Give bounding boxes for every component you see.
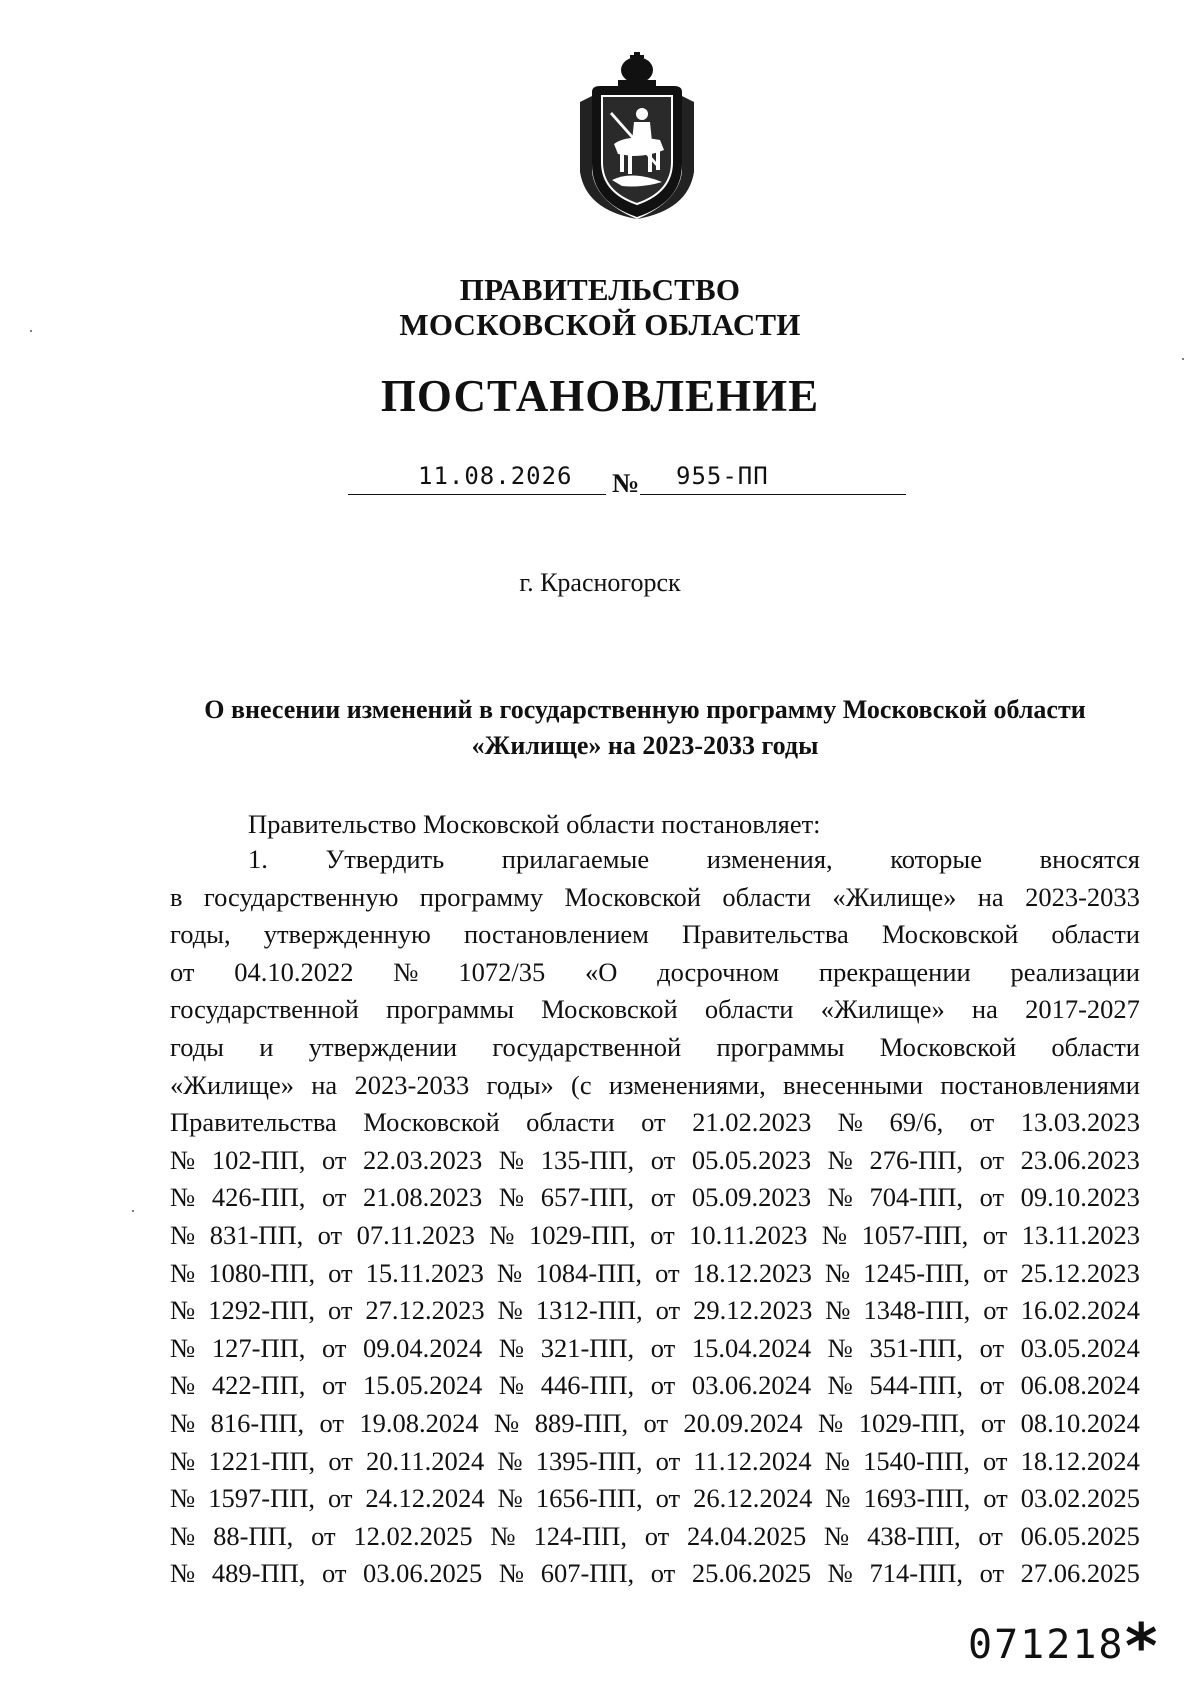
body-word: № (825, 1483, 851, 1514)
body-word: № (170, 1144, 196, 1175)
document-serial-number: 071218 (968, 1622, 1125, 1668)
body-line (170, 1480, 1140, 1518)
body-word: Правительства (682, 919, 849, 950)
body-word: на (971, 994, 998, 1025)
body-word: от (170, 956, 195, 987)
body-word: 1080-ПП, (208, 1257, 316, 1288)
body-line (170, 1292, 1140, 1330)
body-word: программы (386, 994, 515, 1025)
body-word: 25.12.2023 (1020, 1257, 1140, 1288)
body-word: 23.06.2023 (1020, 1144, 1140, 1175)
body-word: 1029-ПП, (529, 1219, 636, 1250)
body-word: № (170, 1483, 196, 1514)
body-word: 20.11.2024 (365, 1445, 485, 1476)
body-word: от (980, 1407, 1006, 1438)
city: г. Красногорск (519, 568, 681, 597)
body-word: 704-ПП, (869, 1182, 964, 1213)
body-word: от (979, 1182, 1005, 1213)
body-word: на (977, 881, 1004, 912)
body-word: от (321, 1332, 347, 1363)
body-word: 15.11.2023 (365, 1257, 484, 1288)
body-word: прилагаемые (501, 844, 650, 874)
body-word: 1. (248, 844, 268, 874)
body-word: 06.05.2025 (1020, 1520, 1140, 1551)
scan-speck (30, 330, 32, 332)
document-number: 955-ПП (676, 462, 769, 490)
body-word: области (526, 1107, 615, 1138)
body-word: 26.12.2024 (693, 1483, 813, 1514)
body-word: 124-ПП, (533, 1520, 627, 1551)
asterisk-mark: * (1125, 1610, 1158, 1683)
body-word: 1597-ПП, (208, 1483, 315, 1514)
body-word: от (319, 1407, 345, 1438)
body-word: 816-ПП, (210, 1407, 305, 1438)
body-word: области (722, 881, 811, 912)
body-word: 1312-ПП, (535, 1295, 643, 1326)
body-line (170, 1518, 1140, 1556)
body-word: от (650, 1144, 676, 1175)
body-line (170, 1067, 1140, 1105)
body-line (170, 1367, 1140, 1405)
body-word: 889-ПП, (534, 1407, 629, 1438)
body-word: 1348-ПП, (863, 1295, 971, 1326)
body-word: на (311, 1069, 338, 1100)
body-word: 18.12.2023 (692, 1257, 812, 1288)
body-word: 135-ПП, (540, 1144, 635, 1175)
body-word: прекращении (818, 956, 971, 987)
body-word: 1221-ПП, (208, 1445, 316, 1476)
body-word: от (969, 1107, 995, 1138)
body-word: 1656-ПП, (535, 1483, 643, 1514)
body-word: 18.12.2024 (1020, 1445, 1140, 1476)
body-word: 21.08.2023 (363, 1182, 483, 1213)
body-word: № (170, 1370, 196, 1401)
body-line (170, 916, 1140, 954)
body-word: 2023-2033 (1025, 881, 1140, 912)
body-word: досрочном (657, 956, 780, 987)
body-word: № (490, 1520, 516, 1551)
body-word: № (170, 1407, 196, 1438)
body-word: государственной (492, 1031, 682, 1062)
body-word: 27.12.2023 (365, 1295, 485, 1326)
body-word: 05.09.2023 (691, 1182, 812, 1213)
body-word: от (321, 1182, 347, 1213)
body-word: № (170, 1219, 196, 1250)
body-word: от (650, 1332, 676, 1363)
body-word: 446-ПП, (540, 1370, 635, 1401)
body-word: постановлениями (940, 1069, 1140, 1100)
body-word: области (1051, 1031, 1140, 1062)
body-word: программу (419, 881, 544, 912)
body-line (170, 1104, 1140, 1142)
title-line1: О внесении изменений в государственную программу Московской области (204, 695, 1086, 724)
body-word: № (170, 1558, 196, 1589)
body-word: от (655, 1483, 681, 1514)
body-word: 831-ПП, (209, 1219, 304, 1250)
body-word: 426-ПП, (211, 1182, 306, 1213)
body-word: области (1051, 919, 1140, 950)
body-word: № (827, 1144, 853, 1175)
body-word: 1245-ПП, (863, 1257, 971, 1288)
body-word: 1084-ПП, (535, 1257, 643, 1288)
body-word: 09.10.2023 (1020, 1182, 1140, 1213)
body-word: от (321, 1558, 347, 1589)
body-word: Утвердить (325, 844, 445, 874)
body-word: государственную (203, 881, 399, 912)
body-word: вносятся (1039, 844, 1140, 874)
body-word: 489-ПП, (211, 1558, 306, 1589)
body-word: № (818, 1407, 844, 1438)
body-word: № (393, 956, 419, 987)
body-word: № (498, 1144, 525, 1175)
body-word: № (170, 1182, 196, 1213)
body-line (170, 879, 1140, 917)
document-type: ПОСТАНОВЛЕНИЕ (380, 371, 820, 421)
body-word: «Жилище» (170, 1069, 294, 1100)
body-word: 08.10.2024 (1020, 1407, 1140, 1438)
body-word: 13.03.2023 (1020, 1107, 1140, 1138)
body-word: от (983, 1483, 1008, 1514)
body-word: от (982, 1219, 1008, 1250)
body-word: 607-ПП, (540, 1558, 635, 1589)
body-word: 29.12.2023 (693, 1295, 813, 1326)
body-word: 24.12.2024 (365, 1483, 485, 1514)
body-word: от (317, 1219, 343, 1250)
body-word: от (655, 1257, 680, 1288)
body-word: 1395-ПП, (535, 1445, 643, 1476)
body-word: 09.04.2024 (363, 1332, 483, 1363)
body-word: № (170, 1445, 196, 1476)
body-word: государственной (170, 994, 359, 1025)
body-word: № (170, 1295, 196, 1326)
body-word: внесенными (783, 1069, 924, 1100)
body-word: от (644, 1520, 670, 1551)
body-word: № (497, 1445, 523, 1476)
body-word: № (497, 1483, 523, 1514)
body-word: 07.11.2023 (356, 1219, 475, 1250)
body-word: которые (890, 844, 982, 874)
body-word: 21.02.2023 (692, 1107, 812, 1138)
body-word: 05.05.2023 (691, 1144, 812, 1175)
organization-name-line2: МОСКОВСКОЙ ОБЛАСТИ (399, 307, 801, 342)
body-word: № (498, 1370, 525, 1401)
body-line (170, 1405, 1140, 1443)
number-underline (640, 494, 906, 495)
body-word: 2017-2027 (1025, 994, 1140, 1025)
body-word: 102-ПП, (211, 1144, 306, 1175)
title-line2: «Жилище» на 2023-2033 годы (471, 731, 819, 760)
body-word: 16.02.2024 (1020, 1295, 1140, 1326)
body-word: № (827, 1558, 853, 1589)
body-line (170, 1255, 1140, 1293)
body-word: от (328, 1445, 353, 1476)
body-word: 15.05.2024 (363, 1370, 483, 1401)
body-word: 19.08.2024 (359, 1407, 479, 1438)
body-word: «Жилище» (820, 994, 945, 1025)
body-word: от (655, 1295, 681, 1326)
body-word: программы (716, 1031, 845, 1062)
body-word: № (824, 1445, 851, 1476)
body-line (170, 1443, 1140, 1481)
body-word: от (311, 1520, 336, 1551)
body-word: и (259, 1031, 274, 1062)
body-word: № (494, 1407, 520, 1438)
body-word: 13.11.2023 (1021, 1219, 1140, 1250)
body-word: № (170, 1257, 196, 1288)
body-word: 27.06.2025 (1020, 1558, 1140, 1589)
body-word: (с (571, 1069, 592, 1100)
body-word: Московской (879, 1031, 1017, 1062)
intro-paragraph: Правительство Московской области постановляет: (248, 809, 821, 839)
body-word: области (704, 994, 794, 1025)
body-word: от (650, 1182, 676, 1213)
body-word: 03.02.2025 (1020, 1483, 1140, 1514)
body-word: 1029-ПП, (858, 1407, 966, 1438)
body-word: 12.02.2025 (353, 1520, 473, 1551)
body-word: от (650, 1558, 676, 1589)
body-word: от (979, 1558, 1005, 1589)
body-word: 544-ПП, (869, 1370, 964, 1401)
document-body (170, 807, 1140, 1593)
body-word: утверждении (308, 1031, 458, 1062)
body-word: от (321, 1370, 347, 1401)
body-word: Московской (881, 919, 1019, 950)
body-word: 06.08.2024 (1020, 1370, 1140, 1401)
body-word: № (827, 1182, 853, 1213)
body-word: 03.06.2024 (691, 1370, 812, 1401)
body-word: от (643, 1407, 669, 1438)
body-word: № (824, 1257, 851, 1288)
body-word: «Жилище» (832, 881, 957, 912)
body-line (170, 1217, 1140, 1255)
body-word: годы» (486, 1069, 554, 1100)
body-word: 20.09.2024 (683, 1407, 803, 1438)
body-word: № (824, 1520, 850, 1551)
body-word: 03.06.2025 (363, 1558, 483, 1589)
body-word: № (498, 1558, 525, 1589)
document-title (150, 692, 1140, 764)
body-word: 2023-2033 (354, 1069, 470, 1100)
number-sign: № (612, 468, 640, 498)
body-word: 1072/35 (458, 956, 546, 987)
body-line (170, 954, 1140, 992)
body-line (170, 1330, 1140, 1368)
body-word: № (837, 1107, 864, 1138)
body-word: от (328, 1257, 353, 1288)
body-word: № (170, 1332, 196, 1363)
body-word: № (821, 1219, 848, 1250)
body-word: № (497, 1295, 523, 1326)
body-word: реализации (1010, 956, 1140, 987)
body-word: от (650, 1370, 676, 1401)
body-word: 24.04.2025 (687, 1520, 807, 1551)
body-word: 127-ПП, (211, 1332, 306, 1363)
body-word: № (498, 1332, 525, 1363)
organization-name-line1: ПРАВИТЕЛЬСТВО (459, 272, 741, 307)
body-word: 1693-ПП, (863, 1483, 971, 1514)
body-word: изменения, (706, 844, 833, 874)
body-word: утвержденную (263, 919, 431, 950)
body-word: 1540-ПП, (863, 1445, 970, 1476)
body-word: изменениями, (608, 1069, 766, 1100)
body-word: № (827, 1370, 853, 1401)
body-word: в (170, 881, 183, 912)
body-word: Московской (564, 881, 701, 912)
body-word: от (641, 1107, 666, 1138)
body-word: 438-ПП, (867, 1520, 961, 1551)
body-word: годы, (170, 919, 231, 950)
body-word: от (327, 1483, 353, 1514)
body-word: от (979, 1332, 1005, 1363)
body-word: 11.12.2024 (693, 1445, 812, 1476)
body-word: № (170, 1520, 196, 1551)
body-word: от (979, 1370, 1005, 1401)
scan-speck (132, 1210, 134, 1212)
body-word: 22.03.2023 (363, 1144, 483, 1175)
date-underline (348, 494, 606, 495)
body-word: № (496, 1257, 523, 1288)
body-word: Московской (363, 1107, 500, 1138)
body-line (170, 1555, 1140, 1593)
scan-speck (1182, 358, 1184, 360)
body-word: 1292-ПП, (208, 1295, 315, 1326)
body-word: 1057-ПП, (861, 1219, 969, 1250)
body-word: от (655, 1445, 681, 1476)
body-word: № (489, 1219, 515, 1250)
body-word: 69/6, (889, 1107, 944, 1138)
body-word: от (650, 1219, 675, 1250)
body-word: 276-ПП, (869, 1144, 964, 1175)
document-date: 11.08.2026 (418, 462, 573, 490)
body-word: от (979, 1144, 1005, 1175)
body-word: 714-ПП, (869, 1558, 964, 1589)
body-word: 04.10.2022 (234, 956, 354, 987)
body-word: годы (170, 1031, 224, 1062)
body-word: 88-ПП, (213, 1520, 294, 1551)
body-word: «О (584, 956, 618, 987)
body-word: Правительства (170, 1107, 337, 1138)
body-word: 657-ПП, (540, 1182, 635, 1213)
body-word: от (978, 1520, 1003, 1551)
body-line (170, 1029, 1140, 1067)
body-word: 25.06.2025 (691, 1558, 812, 1589)
body-word: 10.11.2023 (689, 1219, 808, 1250)
body-word: 15.04.2024 (691, 1332, 812, 1363)
coat-of-arms-icon (572, 52, 702, 220)
body-word: от (983, 1257, 1008, 1288)
body-word: № (498, 1182, 525, 1213)
body-line (170, 1142, 1140, 1180)
body-line (170, 991, 1140, 1029)
date-number-line (0, 462, 1200, 502)
body-line (170, 1179, 1140, 1217)
body-word: от (983, 1445, 1008, 1476)
body-word: 321-ПП, (540, 1332, 635, 1363)
body-word: 03.05.2024 (1020, 1332, 1140, 1363)
body-word: № (825, 1295, 851, 1326)
body-word: 351-ПП, (869, 1332, 964, 1363)
body-word: 422-ПП, (211, 1370, 306, 1401)
body-word: от (321, 1144, 347, 1175)
body-word: постановлением (463, 919, 649, 950)
body-word: № (827, 1332, 853, 1363)
body-word: Московской (541, 994, 678, 1025)
body-word: от (327, 1295, 353, 1326)
body-word: от (983, 1295, 1008, 1326)
body-line (170, 841, 1140, 879)
